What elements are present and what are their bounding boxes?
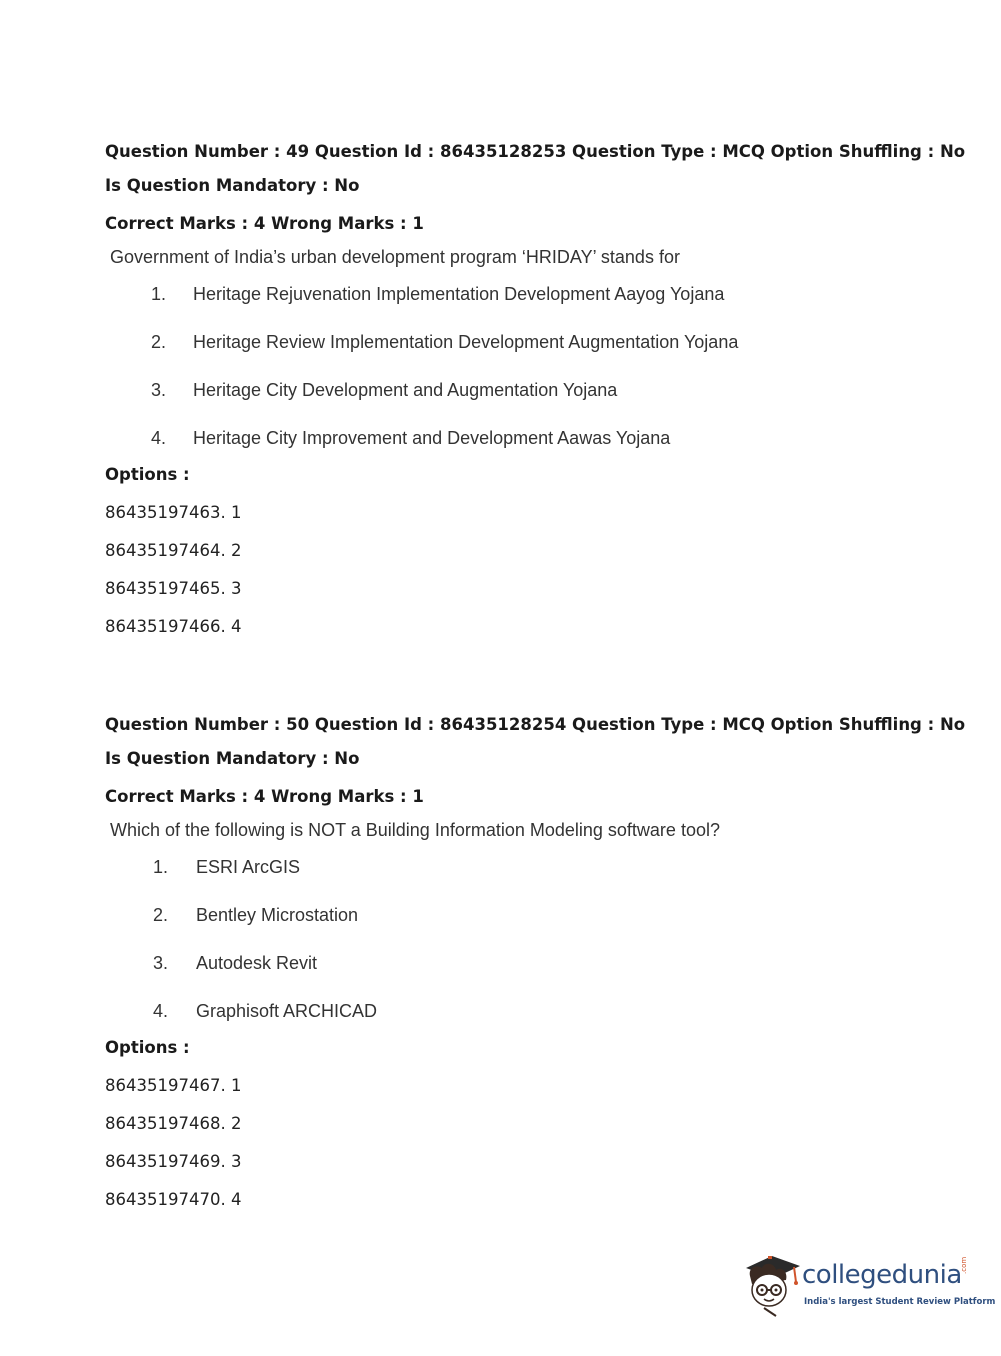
option-id: 86435197464. 2	[105, 541, 242, 560]
choice-number: 1.	[151, 284, 167, 304]
logo-name: collegedunia	[802, 1260, 962, 1290]
option-id: 86435197465. 3	[105, 579, 242, 598]
question-meta: Question Number : 50 Question Id : 86435128254 Question Type : MCQ Option Shuffling : No	[105, 715, 966, 734]
choice-number: 3.	[153, 953, 169, 973]
logo-tagline: India's largest Student Review Platform	[804, 1297, 996, 1307]
option-id: 86435197463. 1	[105, 503, 242, 522]
choice-number: 1.	[153, 857, 169, 877]
choice-text: Heritage Review Implementation Development Augmentation Yojana	[193, 332, 739, 352]
choice-item	[105, 856, 965, 904]
option-id: 86435197468. 2	[105, 1114, 242, 1133]
choice-text: ESRI ArcGIS	[196, 857, 301, 877]
choice-text: Heritage Rejuvenation Implementation Development Aayog Yojana	[193, 284, 725, 304]
choice-item	[105, 904, 965, 952]
option-id: 86435197470. 4	[105, 1190, 242, 1209]
choice-item	[105, 379, 965, 427]
graduate-mascot-icon	[742, 1250, 802, 1318]
options-label: Options :	[105, 1038, 190, 1057]
question-mandatory: Is Question Mandatory : No	[105, 749, 360, 768]
choice-text: Bentley Microstation	[196, 905, 359, 925]
choice-number: 4.	[153, 1001, 169, 1021]
choice-text: Autodesk Revit	[196, 953, 318, 973]
logo-suffix: .com	[960, 1256, 968, 1274]
choice-list	[105, 283, 965, 475]
option-id: 86435197469. 3	[105, 1152, 242, 1171]
choice-item	[105, 331, 965, 379]
choice-list	[105, 856, 965, 1048]
option-id: 86435197467. 1	[105, 1076, 242, 1095]
question-50	[105, 714, 965, 1211]
question-marks: Correct Marks : 4 Wrong Marks : 1	[105, 787, 424, 806]
choice-number: 4.	[151, 428, 167, 448]
choice-number: 2.	[153, 905, 169, 925]
choice-text: Heritage City Development and Augmentation Yojana	[193, 380, 618, 400]
choice-number: 3.	[151, 380, 167, 400]
question-mandatory: Is Question Mandatory : No	[105, 176, 360, 195]
choice-text: Graphisoft ARCHICAD	[196, 1001, 378, 1021]
choice-text: Heritage City Improvement and Development Aawas Yojana	[193, 428, 671, 448]
option-id: 86435197466. 4	[105, 617, 242, 636]
question-meta: Question Number : 49 Question Id : 86435128253 Question Type : MCQ Option Shuffling : No	[105, 142, 966, 161]
choice-number: 2.	[151, 332, 167, 352]
question-stem: Government of India’s urban development program ‘HRIDAY’ stands for	[110, 247, 680, 267]
question-marks: Correct Marks : 4 Wrong Marks : 1	[105, 214, 424, 233]
collegedunia-logo	[742, 1250, 996, 1320]
options-label: Options :	[105, 465, 190, 484]
question-49	[105, 141, 965, 638]
choice-item	[105, 283, 965, 331]
choice-item	[105, 952, 965, 1000]
question-stem: Which of the following is NOT a Building Information Modeling software tool?	[110, 820, 720, 840]
